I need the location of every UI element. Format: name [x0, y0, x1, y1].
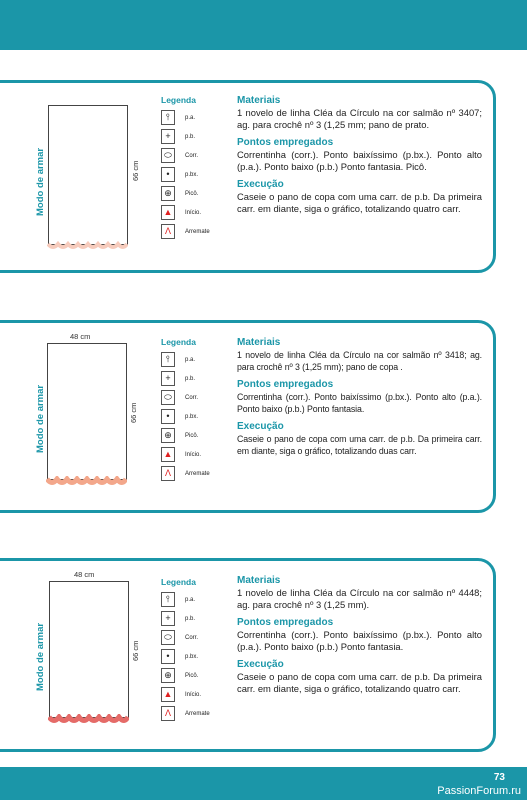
cloth-diagram	[48, 105, 128, 245]
materials-text: 1 novelo de linha Cléa da Círculo na cor salmão nº 3418; ag. para crochê nº 3 (1,25 mm); pano de copa .	[237, 350, 482, 372]
legend-item: ⊕ Picô.	[161, 184, 236, 203]
finish-arrow-icon: Ʌ	[161, 706, 175, 721]
treble-stitch-icon: ⫯	[161, 592, 175, 607]
treble-stitch-icon: ⫯	[161, 110, 175, 125]
stitches-heading: Pontos empregados	[237, 379, 334, 390]
height-label: 66 cm	[129, 402, 138, 423]
legend-item: Ʌ Arremate	[161, 704, 236, 723]
start-arrow-icon: ▲	[161, 687, 175, 702]
legend-item: + p.b.	[161, 609, 236, 628]
stitches-text: Correntinha (corr.). Ponto baixíssimo (p.bx.). Ponto alto (p.a.). Ponto baixo (p.b.) Ponto fantasia.	[237, 392, 482, 414]
execution-text: Caseie o pano de copa com uma carr. de p.b. Da primeira carr. em diante, siga o gráfico, totalizando duas carr.	[237, 434, 482, 456]
instructions	[237, 337, 482, 463]
legend-item: • p.bx.	[161, 165, 236, 184]
legend-item: ⬭ Corr.	[161, 146, 236, 165]
oval-icon: ⬭	[161, 630, 175, 645]
side-label: Modo de armar	[35, 147, 46, 216]
legend-item: ⫯ p.a.	[161, 108, 236, 127]
stitches-heading: Pontos empregados	[237, 617, 334, 628]
legend-item: ⬭ Corr.	[161, 388, 236, 407]
cloth-diagram	[47, 343, 127, 480]
width-label: 48 cm	[70, 332, 91, 341]
legend-item: Ʌ Arremate	[161, 222, 236, 241]
materials-text: 1 novelo de linha Cléa da Círculo na cor salmão nº 4448; ag. para crochê nº 3 (1,25 mm).	[237, 587, 482, 610]
legend-item: + p.b.	[161, 369, 236, 388]
legend-title: Legenda	[161, 337, 196, 347]
height-label: 66 cm	[131, 640, 140, 661]
page-number: 73	[493, 772, 505, 783]
legend	[161, 577, 236, 723]
plus-icon: +	[161, 611, 175, 626]
materials-text: 1 novelo de linha Cléa da Círculo na cor salmão nº 3407; ag. para crochê nº 3 (1,25 mm; pano de prato.	[237, 107, 482, 130]
dot-icon: •	[161, 409, 175, 424]
crochet-edge-wave	[46, 476, 127, 488]
side-label: Modo de armar	[35, 622, 46, 691]
stitches-text: Correntinha (corr.). Ponto baixíssimo (p.bx.). Ponto alto (p.a.). Ponto baixo (p.b.) Ponto fantasia.	[237, 629, 482, 652]
execution-heading: Execução	[237, 179, 284, 190]
pattern-card-3	[0, 558, 496, 752]
treble-stitch-icon: ⫯	[161, 352, 175, 367]
finish-arrow-icon: Ʌ	[161, 466, 175, 481]
execution-heading: Execução	[237, 421, 284, 432]
legend-title: Legenda	[161, 95, 196, 105]
plus-icon: +	[161, 129, 175, 144]
dot-icon: •	[161, 167, 175, 182]
width-label: 48 cm	[74, 570, 95, 579]
cloth-diagram	[49, 581, 129, 718]
materials-heading: Materiais	[237, 337, 281, 348]
picot-icon: ⊕	[161, 668, 175, 683]
oval-icon: ⬭	[161, 148, 175, 163]
crochet-edge-wave	[47, 241, 128, 251]
finish-arrow-icon: Ʌ	[161, 224, 175, 239]
side-label: Modo de armar	[35, 384, 46, 453]
legend	[161, 95, 236, 241]
start-arrow-icon: ▲	[161, 205, 175, 220]
legend-title: Legenda	[161, 577, 196, 587]
dot-icon: •	[161, 649, 175, 664]
materials-heading: Materiais	[237, 575, 281, 586]
legend-item: + p.b.	[161, 127, 236, 146]
legend-item: ▲ Início.	[161, 685, 236, 704]
legend-item: ▲ Início.	[161, 203, 236, 222]
site-watermark: PassionForum.ru	[437, 785, 521, 797]
plus-icon: +	[161, 371, 175, 386]
materials-heading: Materiais	[237, 95, 281, 106]
legend-item: ⫯ p.a.	[161, 350, 236, 369]
legend	[161, 337, 236, 483]
picot-icon: ⊕	[161, 428, 175, 443]
legend-item: ▲ Início.	[161, 445, 236, 464]
legend-item: Ʌ Arremate	[161, 464, 236, 483]
height-label: 66 cm	[131, 160, 140, 181]
execution-text: Caseie o pano de copa com uma carr. de p.b. Da primeira carr. em diante, siga o gráfico, totalizando quatro carr.	[237, 671, 482, 694]
pattern-card-2	[0, 320, 496, 513]
picot-icon: ⊕	[161, 186, 175, 201]
legend-item: • p.bx.	[161, 407, 236, 426]
stitches-heading: Pontos empregados	[237, 137, 334, 148]
crochet-edge-wave	[48, 714, 129, 726]
instructions	[237, 575, 482, 701]
pattern-card-1	[0, 80, 496, 273]
start-arrow-icon: ▲	[161, 447, 175, 462]
execution-text: Caseie o pano de copa com uma carr. de p.b. Da primeira carr. em diante, siga o gráfico, totalizando quatro carr.	[237, 191, 482, 214]
legend-item: ⊕ Picô.	[161, 666, 236, 685]
legend-item: ⊕ Picô.	[161, 426, 236, 445]
execution-heading: Execução	[237, 659, 284, 670]
legend-item: ⫯ p.a.	[161, 590, 236, 609]
instructions	[237, 95, 482, 221]
legend-item: ⬭ Corr.	[161, 628, 236, 647]
oval-icon: ⬭	[161, 390, 175, 405]
stitches-text: Correntinha (corr.). Ponto baixíssimo (p.bx.). Ponto alto (p.a.). Ponto baixo (p.b.) Ponto fantasia. Picô.	[237, 149, 482, 172]
bottom-bar	[0, 767, 527, 800]
top-bar	[0, 0, 527, 50]
legend-item: • p.bx.	[161, 647, 236, 666]
